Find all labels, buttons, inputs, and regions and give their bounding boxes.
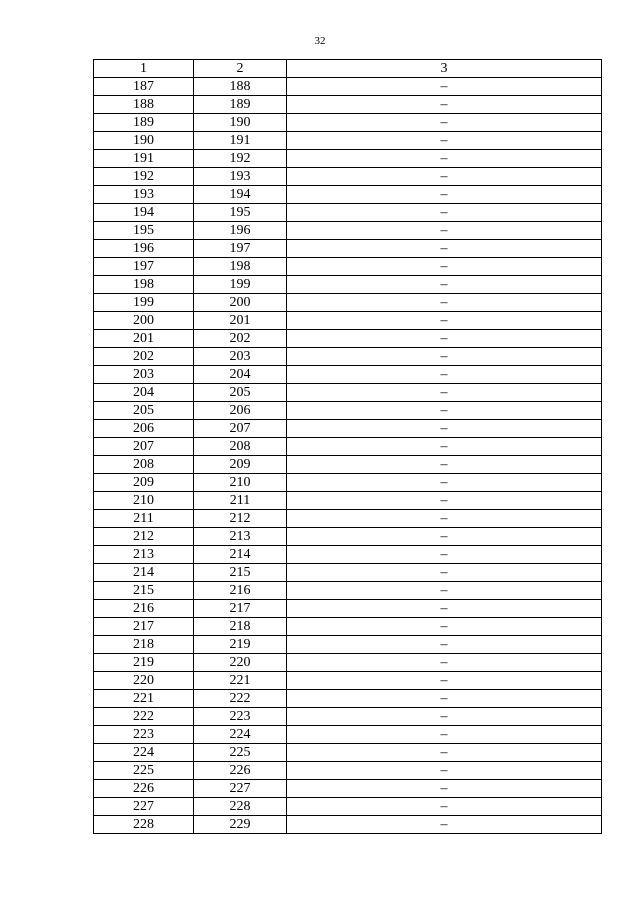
table-cell: 212 [94, 528, 194, 546]
table-row [94, 150, 602, 168]
table-cell: 198 [94, 276, 194, 294]
column-header: 3 [287, 60, 602, 78]
table-cell: 202 [194, 330, 287, 348]
table-cell: – [287, 420, 602, 438]
table-row [94, 312, 602, 330]
table-row [94, 132, 602, 150]
table-cell: 222 [194, 690, 287, 708]
table-cell: 229 [194, 816, 287, 834]
table-cell: – [287, 474, 602, 492]
table-row [94, 186, 602, 204]
table-cell: 202 [94, 348, 194, 366]
table-cell: 216 [194, 582, 287, 600]
table-cell: 191 [94, 150, 194, 168]
data-table [93, 59, 602, 834]
table-cell: 213 [194, 528, 287, 546]
table-cell: – [287, 204, 602, 222]
table-cell: 215 [94, 582, 194, 600]
table-cell: 210 [194, 474, 287, 492]
table-row [94, 726, 602, 744]
table-cell: – [287, 816, 602, 834]
table-cell: 207 [94, 438, 194, 456]
table-row [94, 222, 602, 240]
table-cell: 204 [194, 366, 287, 384]
table-cell: 225 [94, 762, 194, 780]
table-cell: – [287, 762, 602, 780]
table-cell: – [287, 654, 602, 672]
table-cell: 209 [94, 474, 194, 492]
table-cell: – [287, 114, 602, 132]
table-row [94, 510, 602, 528]
table-cell: 189 [194, 96, 287, 114]
table-cell: – [287, 366, 602, 384]
table-cell: 215 [194, 564, 287, 582]
table-cell: 221 [94, 690, 194, 708]
table-cell: 218 [194, 618, 287, 636]
table-row [94, 420, 602, 438]
table-cell: 208 [94, 456, 194, 474]
table-row [94, 384, 602, 402]
table-row [94, 96, 602, 114]
table-row [94, 600, 602, 618]
table-cell: 226 [94, 780, 194, 798]
table-row [94, 708, 602, 726]
table-row [94, 546, 602, 564]
table-row [94, 276, 602, 294]
table-cell: 224 [94, 744, 194, 762]
table-cell: 201 [94, 330, 194, 348]
table-cell: 191 [194, 132, 287, 150]
table-cell: – [287, 798, 602, 816]
table-row [94, 582, 602, 600]
table-cell: 192 [194, 150, 287, 168]
table-cell: – [287, 330, 602, 348]
table-cell: 228 [94, 816, 194, 834]
table-row [94, 294, 602, 312]
table-cell: 206 [194, 402, 287, 420]
table-cell: – [287, 582, 602, 600]
table-cell: 204 [94, 384, 194, 402]
table-cell: – [287, 636, 602, 654]
table-cell: – [287, 546, 602, 564]
table-cell: – [287, 726, 602, 744]
table-cell: – [287, 780, 602, 798]
table-row [94, 618, 602, 636]
table-cell: – [287, 456, 602, 474]
table-row [94, 744, 602, 762]
table-row [94, 78, 602, 96]
table-cell: – [287, 528, 602, 546]
table-cell: 224 [194, 726, 287, 744]
table-cell: 198 [194, 258, 287, 276]
table-cell: – [287, 744, 602, 762]
table-cell: – [287, 438, 602, 456]
table-cell: 188 [94, 96, 194, 114]
table-cell: – [287, 348, 602, 366]
table-cell: 211 [94, 510, 194, 528]
table-row [94, 366, 602, 384]
table-cell: – [287, 168, 602, 186]
table-cell: – [287, 258, 602, 276]
table-cell: – [287, 294, 602, 312]
table-cell: – [287, 672, 602, 690]
table-cell: 220 [94, 672, 194, 690]
table-cell: 219 [94, 654, 194, 672]
table-body [94, 78, 602, 834]
table-cell: 219 [194, 636, 287, 654]
table-cell: – [287, 708, 602, 726]
table-row [94, 402, 602, 420]
table-cell: 227 [194, 780, 287, 798]
table-cell: – [287, 150, 602, 168]
table-cell: – [287, 510, 602, 528]
table-cell: 225 [194, 744, 287, 762]
table-cell: 216 [94, 600, 194, 618]
table-cell: 193 [194, 168, 287, 186]
table-cell: – [287, 600, 602, 618]
table-row [94, 474, 602, 492]
table-row [94, 492, 602, 510]
table-cell: – [287, 186, 602, 204]
table-row [94, 438, 602, 456]
table-cell: 207 [194, 420, 287, 438]
table-cell: – [287, 78, 602, 96]
table-cell: 205 [194, 384, 287, 402]
table-cell: 228 [194, 798, 287, 816]
table-cell: – [287, 240, 602, 258]
table-row [94, 762, 602, 780]
table-cell: 197 [94, 258, 194, 276]
table-cell: 203 [94, 366, 194, 384]
table-cell: 200 [94, 312, 194, 330]
page-number: 32 [314, 35, 326, 47]
table-cell: 190 [194, 114, 287, 132]
table-cell: 222 [94, 708, 194, 726]
table-cell: – [287, 690, 602, 708]
table-cell: – [287, 618, 602, 636]
table-row [94, 672, 602, 690]
table-cell: 223 [94, 726, 194, 744]
table-cell: 227 [94, 798, 194, 816]
table-header [94, 60, 602, 78]
table-row [94, 204, 602, 222]
table-cell: – [287, 492, 602, 510]
table-row [94, 780, 602, 798]
column-header: 2 [194, 60, 287, 78]
table-cell: 193 [94, 186, 194, 204]
table-cell: 195 [94, 222, 194, 240]
table-row [94, 636, 602, 654]
table-cell: 217 [94, 618, 194, 636]
table-cell: 201 [194, 312, 287, 330]
table-row [94, 240, 602, 258]
table-cell: 208 [194, 438, 287, 456]
table-row [94, 654, 602, 672]
table-cell: 194 [94, 204, 194, 222]
table-row [94, 168, 602, 186]
table-row [94, 348, 602, 366]
table-cell: 210 [94, 492, 194, 510]
table-row [94, 258, 602, 276]
table-cell: 189 [94, 114, 194, 132]
table-cell: 194 [194, 186, 287, 204]
table-cell: 195 [194, 204, 287, 222]
table-cell: 190 [94, 132, 194, 150]
table-cell: – [287, 564, 602, 582]
table-cell: 214 [94, 564, 194, 582]
table-cell: 192 [94, 168, 194, 186]
table-cell: – [287, 132, 602, 150]
table-cell: 187 [94, 78, 194, 96]
table-row [94, 798, 602, 816]
table-cell: 209 [194, 456, 287, 474]
table-cell: 206 [94, 420, 194, 438]
table-row [94, 456, 602, 474]
table-cell: 199 [94, 294, 194, 312]
table-cell: 218 [94, 636, 194, 654]
table-cell: 214 [194, 546, 287, 564]
table-cell: 196 [94, 240, 194, 258]
table-cell: 197 [194, 240, 287, 258]
table-row [94, 528, 602, 546]
table-cell: 199 [194, 276, 287, 294]
table-cell: – [287, 384, 602, 402]
table-cell: 212 [194, 510, 287, 528]
table-cell: 188 [194, 78, 287, 96]
table-row [94, 816, 602, 834]
table-cell: – [287, 222, 602, 240]
table-row [94, 330, 602, 348]
table-cell: – [287, 312, 602, 330]
table-cell: – [287, 276, 602, 294]
table-cell: 221 [194, 672, 287, 690]
table-cell: – [287, 402, 602, 420]
table-cell: 211 [194, 492, 287, 510]
header-row [94, 60, 602, 78]
table-cell: 223 [194, 708, 287, 726]
table-cell: 217 [194, 600, 287, 618]
table-cell: 226 [194, 762, 287, 780]
table-cell: 213 [94, 546, 194, 564]
table-cell: 200 [194, 294, 287, 312]
table-row [94, 690, 602, 708]
table-cell: 220 [194, 654, 287, 672]
table-row [94, 564, 602, 582]
table-cell: 203 [194, 348, 287, 366]
table-cell: 205 [94, 402, 194, 420]
table-row [94, 114, 602, 132]
column-header: 1 [94, 60, 194, 78]
table-cell: – [287, 96, 602, 114]
table-cell: 196 [194, 222, 287, 240]
